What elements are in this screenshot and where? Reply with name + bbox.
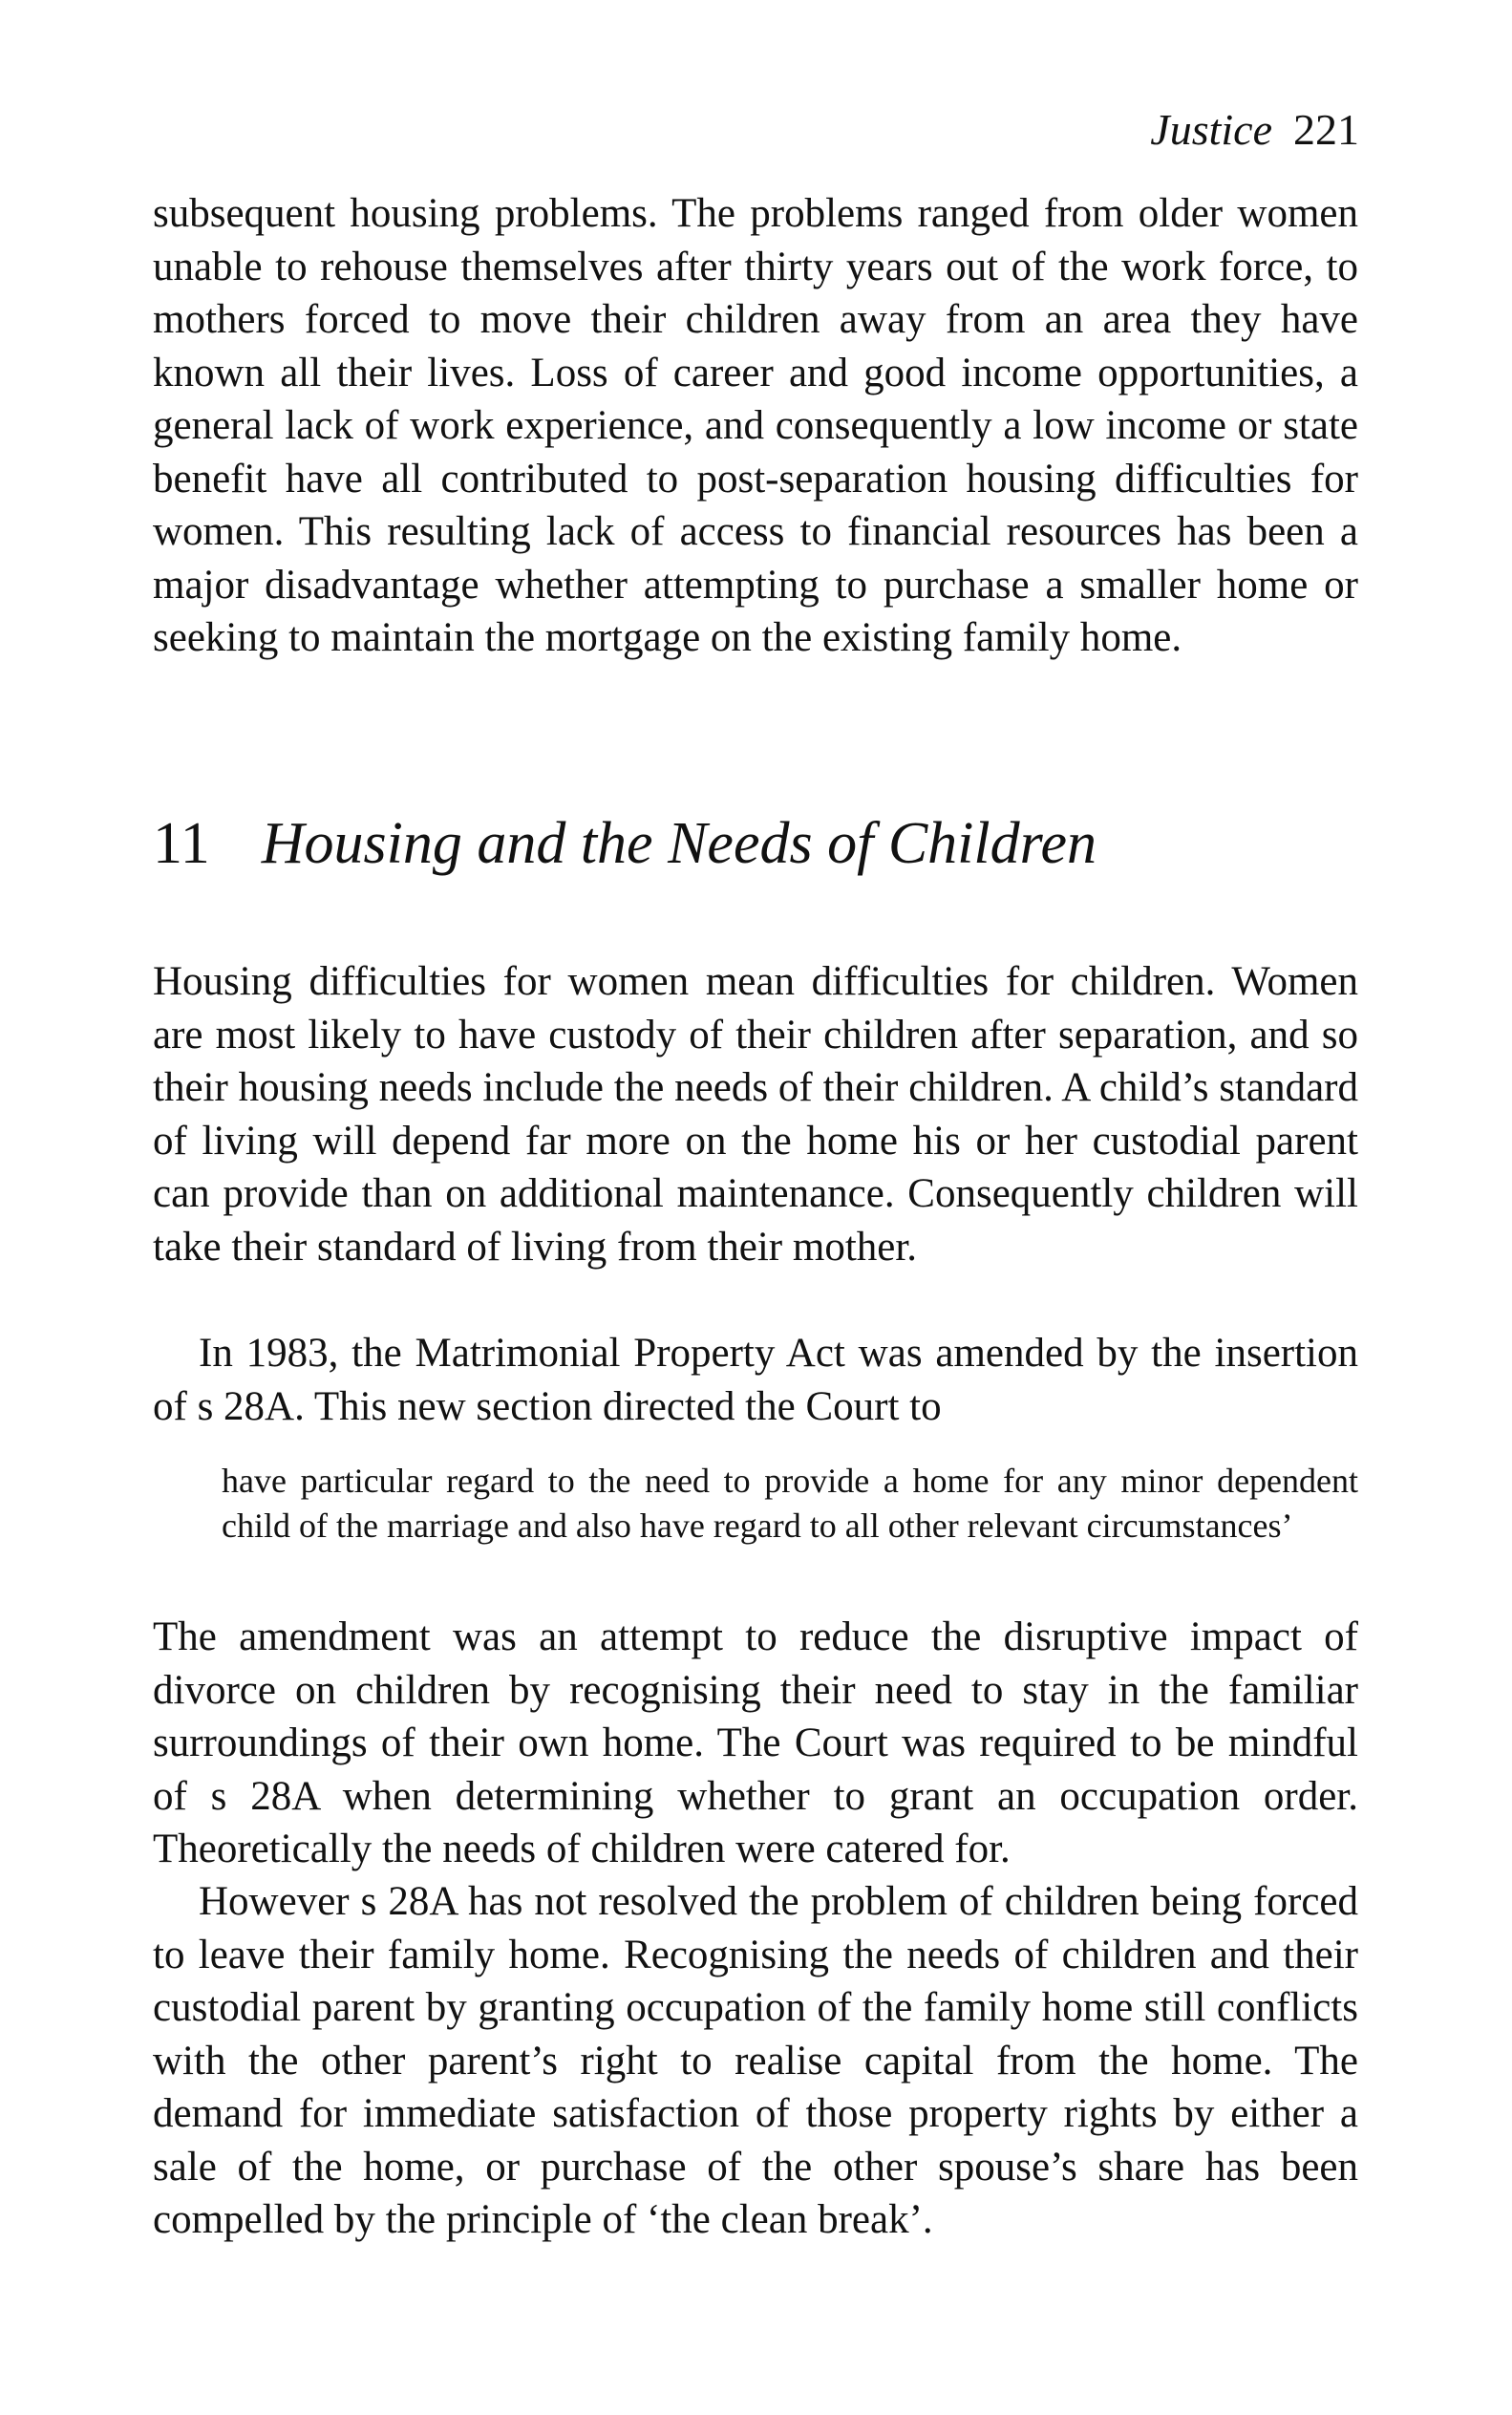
section-number: 11 bbox=[153, 811, 210, 876]
paragraph: However s 28A has not resolved the problem of children being forced to leave their family home. Recognising the needs of children and their custodial parent by granting occupation of the family home still conflicts with the other parent’s right to realise capital from the home. The demand for immediate satisfaction of those property rights by either a sale of the home, or purchase of the other spouse’s share has been compelled by the principle of ‘the clean break’. bbox=[153, 1879, 1358, 2242]
running-head bbox=[1150, 103, 1359, 157]
running-head-title: Justice bbox=[1150, 105, 1272, 154]
section-title: Housing and the Needs of Children bbox=[261, 811, 1097, 876]
paragraph: The amendment was an attempt to reduce the disruptive impact of divorce on children by recognising their need to stay in the familiar surroundings of their own home. The Court was required to be mindful of s 28A when determining whether to grant an occupation order. Theoretically the needs of children were catered for. bbox=[153, 1614, 1358, 1871]
paragraph: Housing difficulties for women mean difficulties for children. Women are most likely to have custody of their children after separation, and so their housing needs include the needs of their children. A child’s standard of living will depend far more on the home his or her custodial parent can provide than on additional maintenance. Consequently children will take their standard of living from their mother. bbox=[153, 959, 1358, 1270]
paragraph: In 1983, the Matrimonial Property Act was amended by the insertion of s 28A. This new section directed the Court to bbox=[153, 1331, 1358, 1429]
page-number: 221 bbox=[1293, 105, 1359, 154]
section-heading bbox=[153, 807, 1097, 880]
paragraph-continued: subsequent housing problems. The problems ranged from older women unable to rehouse themselves after thirty years out of the work force, to mothers forced to move their children away from an area they have known all their lives. Loss of career and good income opportunities, a general lack of work experience, and consequently a low income or state benefit have all contributed to post-separation housing difficulties for women. This resulting lack of access to financial resources has been a major disadvantage whether attempting to purchase a smaller home or seeking to maintain the mortgage on the existing family home. bbox=[153, 191, 1358, 660]
block-quote: have particular regard to the need to provide a home for any minor dependent child of the marriage and also have regard to all other relevant circumstances’ bbox=[222, 1462, 1358, 1545]
